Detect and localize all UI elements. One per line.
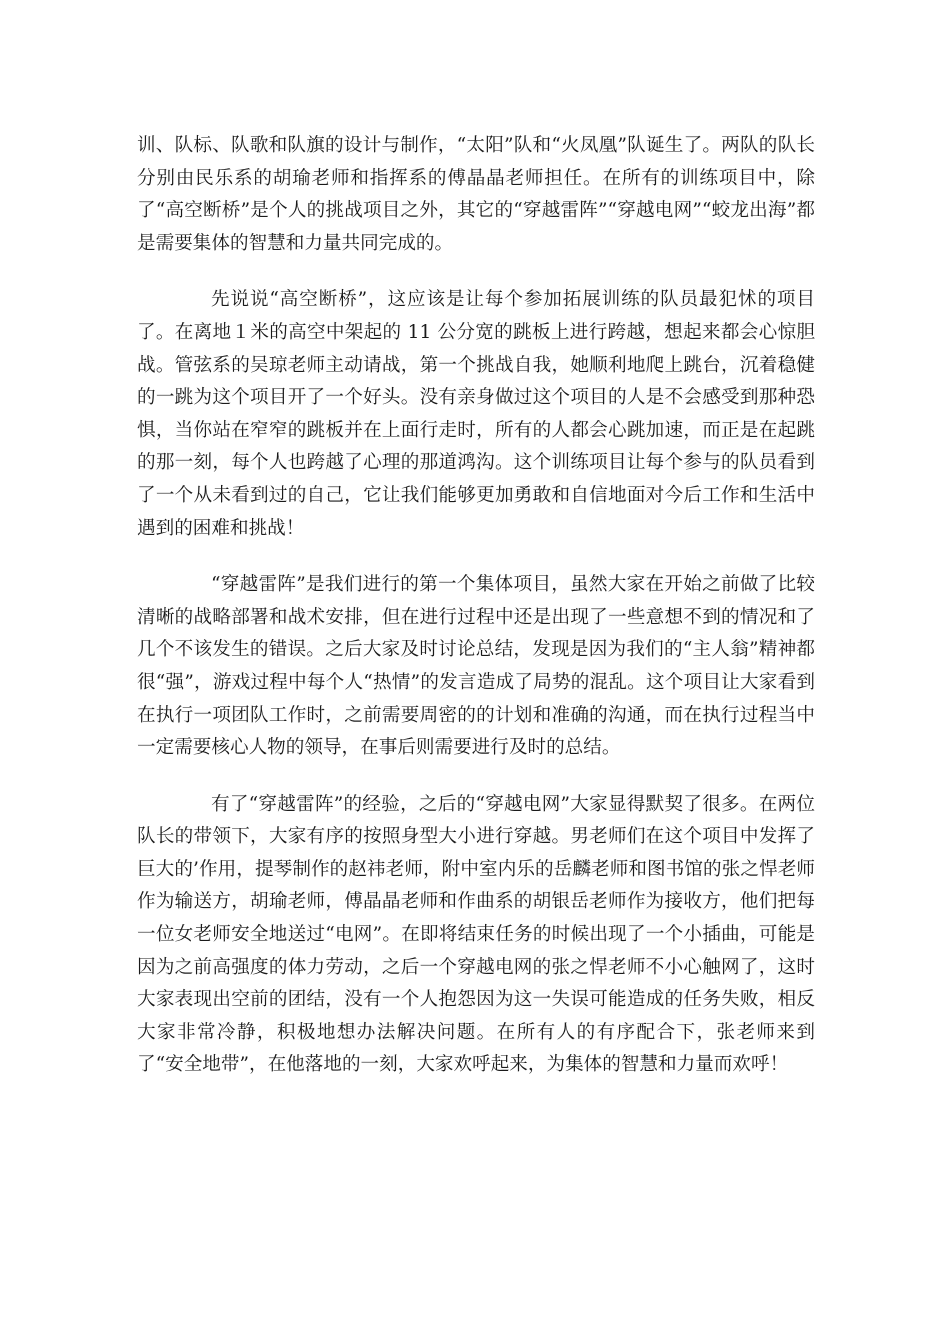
paragraph-high-altitude-bridge: 先说说“高空断桥”，这应该是让每个参加拓展训练的队员最犯怵的项目了。在离地１米的高空中架起的 11 公分宽的跳板上进行跨越，想起来都会心惊胆战。管弦系的吴琼老师主动请战，第一个挑战自我，她顺利地爬上跳台，沉着稳健的一跳为这个项目开了一个好头。没有亲身做过这个项目的人是不会感受到那种恐惧，当你站在窄窄的跳板并在上面行走时，所有的人都会心跳加速，而正是在起跳的那一刻，每个人也跨越了心理的那道鸿沟。这个训练项目让每个参与的队员看到了一个从未看到过的自己，它让我们能够更加勇敢和自信地面对今后工作和生活中遇到的困难和挑战！ [137,289,815,539]
document-body [137,130,815,1106]
paragraph-team-intro: 训、队标、队歌和队旗的设计与制作，“太阳”队和“火凤凰”队诞生了。两队的队长分别由民乐系的胡瑜老师和指挥系的傅晶晶老师担任。在所有的训练项目中，除了“高空断桥”是个人的挑战项目之外，其它的“穿越雷阵”“穿越电网”“蛟龙出海”都是需要集体的智慧和力量共同完成的。 [137,135,815,254]
paragraph-electric-net: 有了“穿越雷阵”的经验，之后的“穿越电网”大家显得默契了很多。在两位队长的带领下，大家有序的按照身型大小进行穿越。男老师们在这个项目中发挥了巨大的’作用，提琴制作的赵祎老师，附中室内乐的岳麟老师和图书馆的张之悍老师作为输送方，胡瑜老师，傅晶晶老师和作曲系的胡银岳老师作为接收方，他们把每一位女老师安全地送过“电网”。在即将结束任务的时候出现了一个小插曲，可能是因为之前高强度的体力劳动，之后一个穿越电网的张之悍老师不小心触网了，这时大家表现出空前的团结，没有一个人抱怨因为这一失误可能造成的任务失败，相反大家非常冷静，积极地想办法解决问题。在所有人的有序配合下，张老师来到了“安全地带”，在他落地的一刻，大家欢呼起来，为集体的智慧和力量而欢呼！ [137,793,815,1076]
paragraph-minefield: “穿越雷阵”是我们进行的第一个集体项目，虽然大家在开始之前做了比较清晰的战略部署和战术安排，但在进行过程中还是出现了一些意想不到的情况和了几个不该发生的错误。之后大家及时讨论总结，发现是因为我们的“主人翁”精神都很“强”，游戏过程中每个人“热情”的发言造成了局势的混乱。这个项目让大家看到在执行一项团队工作时，之前需要周密的的计划和准确的沟通，而在执行过程当中一定需要核心人物的领导，在事后则需要进行及时的总结。 [137,574,815,759]
